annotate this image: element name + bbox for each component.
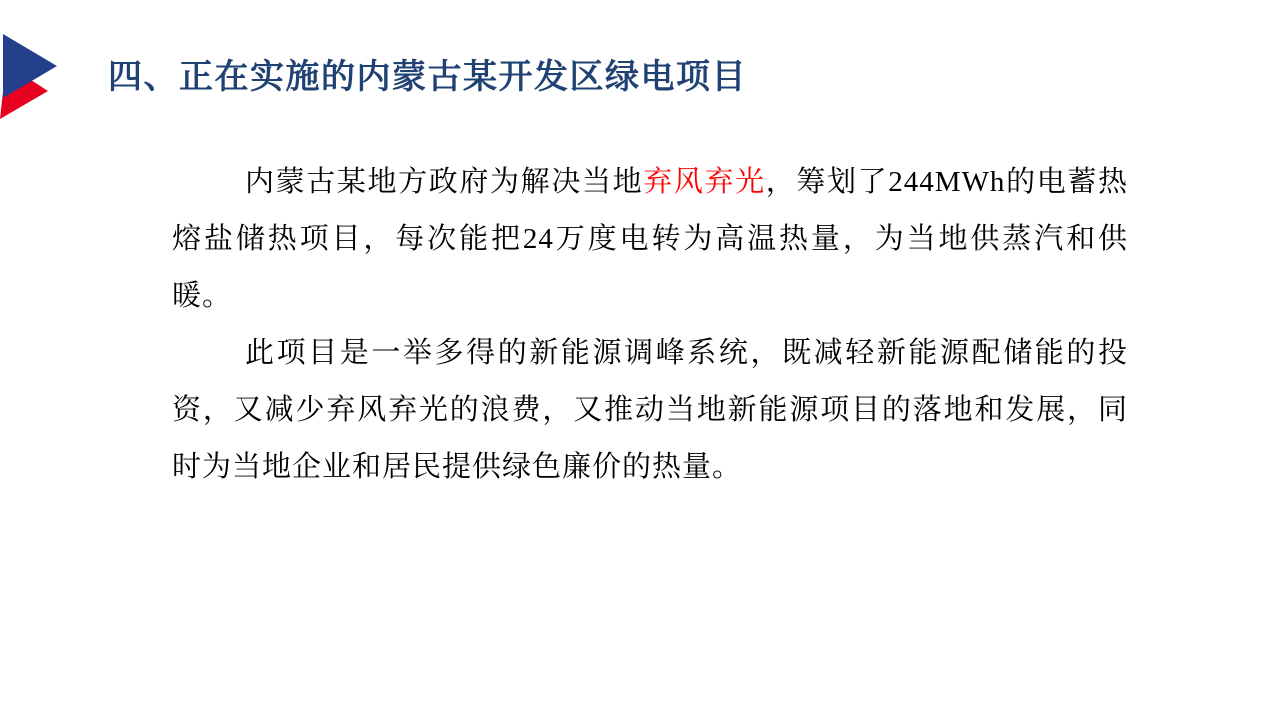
paragraph-1-suffix: ，筹划了244MWh的电蓄热熔盐储热项目，每次能把24万度电转为高温热量，为当地供蒸汽和供暖。 [172,166,1128,312]
paragraph-1 [172,154,1128,325]
paragraph-1-highlight: 弃风弃光 [643,166,766,198]
paragraph-2: 此项目是一举多得的新能源调峰系统，既减轻新能源配储能的投资，又减少弃风弃光的浪费，又推动当地新能源项目的落地和发展，同时为当地企业和居民提供绿色廉价的热量。 [172,337,1128,483]
paragraph-1-prefix: 内蒙古某地方政府为解决当地 [245,166,644,198]
slide-title: 四、正在实施的内蒙古某开发区绿电项目 [108,59,747,96]
corner-arrow-decoration-icon [0,0,60,130]
slide-body [172,154,1128,496]
